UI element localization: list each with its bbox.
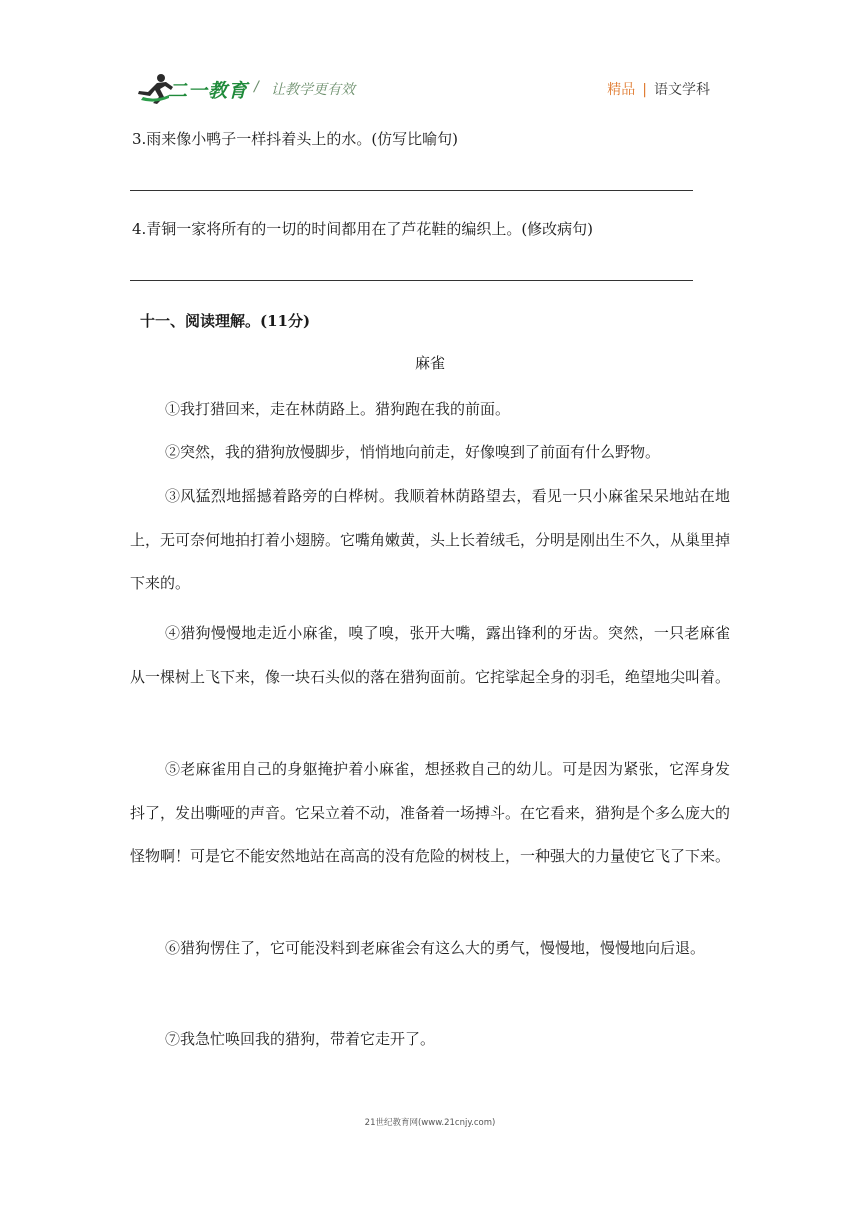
question-4: 4.青铜一家将所有的一切的时间都用在了芦花鞋的编织上。(修改病句)	[132, 220, 594, 238]
answer-line-3	[130, 190, 693, 191]
paragraph-3: ③风猛烈地摇撼着路旁的白桦树。我顺着林荫路望去，看见一只小麻雀呆呆地站在地上，无可奈何地拍打着小翅膀。它嘴角嫩黄，头上长着绒毛，分明是刚出生不久，从巢里掉下来的。	[130, 487, 731, 592]
header-tags	[607, 79, 710, 99]
paragraph-5: ⑤老麻雀用自己的身躯掩护着小麻雀，想拯救自己的幼儿。可是因为紧张，它浑身发抖了，发出嘶哑的声音。它呆立着不动，准备着一场搏斗。在它看来，猎狗是个多么庞大的怪物啊！可是它不能安然地站在高高的没有危险的树枝上，一种强大的力量使它飞了下来。	[130, 760, 731, 865]
paragraph-1: ①我打猎回来，走在林荫路上。猎狗跑在我的前面。	[165, 400, 511, 418]
header-divider: /	[254, 79, 259, 95]
page-header	[0, 0, 860, 110]
subject-tag: 语文学科	[654, 82, 710, 98]
answer-line-4	[130, 280, 693, 281]
paragraph-7: ⑦我急忙唤回我的猎狗，带着它走开了。	[165, 1030, 436, 1048]
slogan: 让教学更有效	[271, 82, 355, 98]
passage-title: 麻雀	[414, 354, 445, 372]
premium-tag: 精品	[607, 82, 636, 98]
tag-separator: |	[642, 82, 647, 98]
page-footer: 21世纪教育网(www.21cnjy.com)	[364, 1118, 496, 1128]
paragraph-2: ②突然，我的猎狗放慢脚步，悄悄地向前走，好像嗅到了前面有什么野物。	[165, 443, 661, 461]
paragraph-6: ⑥猎狗愣住了，它可能没料到老麻雀会有这么大的勇气，慢慢地，慢慢地向后退。	[165, 939, 706, 957]
brand-name: 二一教育	[168, 80, 249, 102]
section-title: 十一、阅读理解。(11分)	[140, 312, 311, 330]
question-3: 3.雨来像小鸭子一样抖着头上的水。(仿写比喻句)	[132, 130, 459, 148]
paragraph-4: ④猎狗慢慢地走近小麻雀，嗅了嗅，张开大嘴，露出锋利的牙齿。突然，一只老麻雀从一棵树上飞下来，像一块石头似的落在猎狗面前。它挓挲起全身的羽毛，绝望地尖叫着。	[130, 624, 731, 686]
